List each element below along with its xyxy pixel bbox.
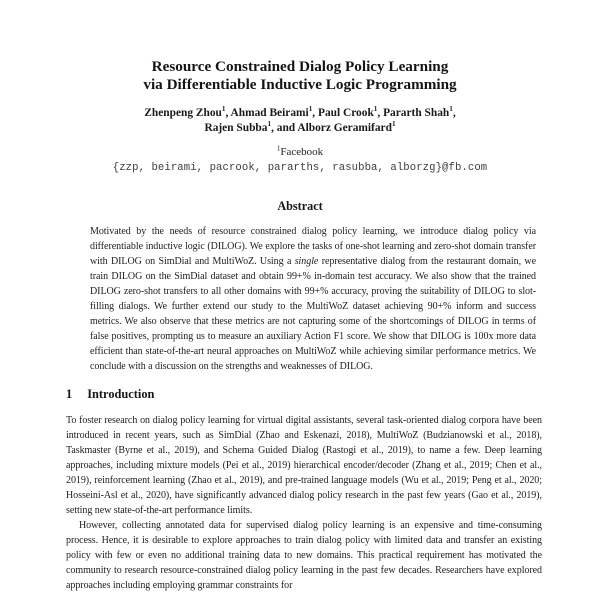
author-emails: {zzp, beirami, pacrook, pararths, rasubba, alborzg}@fb.com — [112, 162, 488, 174]
author-name: Pararth Shah — [383, 107, 450, 119]
author-name: Zhenpeng Zhou — [144, 107, 222, 119]
author-separator: , — [225, 107, 231, 119]
abstract-part1: Motivated by the needs of resource constrained dialog policy learning, we introduce dialog policy via differentiable inductive logic (DILOG). We explore the tasks of one-shot learning and zero-shot domain transfer with DILOG on SimDial and MultiWoZ. Using a — [90, 226, 536, 267]
author-superscript: 1 — [267, 120, 272, 129]
affiliation — [0, 145, 600, 160]
section-title: Introduction — [87, 387, 155, 401]
authors-line1 — [0, 106, 600, 121]
abstract-italic-word: single — [294, 256, 319, 267]
affiliation-name: Facebook — [280, 146, 324, 158]
introduction-paragraph-2: However, collecting annotated data for supervised dialog policy learning is an expensive and time-consuming process. Hence, it is desirable to explore approaches to train dialog policy with limited data and transfer an existing policy with few or even no additional training data to new domains. This practical requirement has motivated the community to research resource-constrained dialog policy learning in the past few decades. Researchers have explored approaches including employing grammar constraints for — [66, 520, 542, 591]
author-separator: , — [452, 107, 456, 119]
author-name: Alborz Geramifard — [297, 122, 392, 134]
paper-title — [30, 58, 570, 94]
author-name: Paul Crook — [317, 107, 374, 119]
abstract-heading: Abstract — [277, 199, 323, 213]
authors-block — [0, 106, 600, 136]
paper-title-line2: via Differentiable Inductive Logic Programming — [143, 76, 457, 93]
author-separator: , and — [271, 122, 298, 134]
author-separator: , — [312, 107, 318, 119]
author-separator: , — [377, 107, 384, 119]
section-heading-introduction — [66, 387, 600, 402]
abstract-text — [90, 224, 536, 374]
author-superscript: 1 — [221, 105, 226, 114]
author-superscript: 1 — [308, 105, 313, 114]
author-name: Ahmad Beirami — [230, 107, 309, 119]
abstract-part2: representative dialog from the restaurant domain, we train DILOG on the SimDial dataset and obtain 99+% in-domain test accuracy. We also show that the trained DILOG zero-shot transfers to all other domains with 99+% accuracy, proving the suitability of DILOG to slot-filling dialogs. We further extend our study to the MultiWoZ dataset achieving 90+% inform and success metrics. We also observe that these metrics are not capturing some of the shortcomings of DILOG in terms of false positives, prompting us to measure an auxiliary Action F1 score. We show that DILOG is 100x more data efficient than state-of-the-art neural approaches on MultiWoZ while achieving similar performance metrics. We conclude with a discussion on the strengths and weaknesses of DILOG. — [90, 256, 536, 372]
paper-title-line1: Resource Constrained Dialog Policy Learning — [151, 58, 449, 75]
author-name: Rajen Subba — [204, 122, 268, 134]
author-superscript: 1 — [449, 105, 453, 114]
author-superscript: 1 — [391, 120, 396, 129]
author-superscript: 1 — [373, 105, 378, 114]
authors-line2 — [0, 121, 600, 136]
section-number: 1 — [66, 387, 73, 401]
affiliation-superscript: 1 — [276, 144, 281, 153]
introduction-paragraph-1: To foster research on dialog policy learning for virtual digital assistants, several task-oriented dialog corpora have been introduced in recent years, such as SimDial (Zhao and Eskenazi, 2018), MultiWoZ (Budzianowski et al., 2018), Taskmaster (Byrne et al., 2019), and Schema Guided Dialog (Rastogi et al., 2019), to name a few. Deep learning approaches, including mixture models (Pei et al., 2019) hierarchical encoder/decoder (Zhang et al., 2019; Chen et al., 2019), reinforcement learning (Zhao et al., 2019), and pre-trained language models (Wu et al., 2019; Peng et al., 2020; Hosseini-Asl et al., 2020), have significantly advanced dialog policy research in the past few years (Gao et al., 2019), setting new state-of-the-art performance limits. — [66, 415, 542, 516]
